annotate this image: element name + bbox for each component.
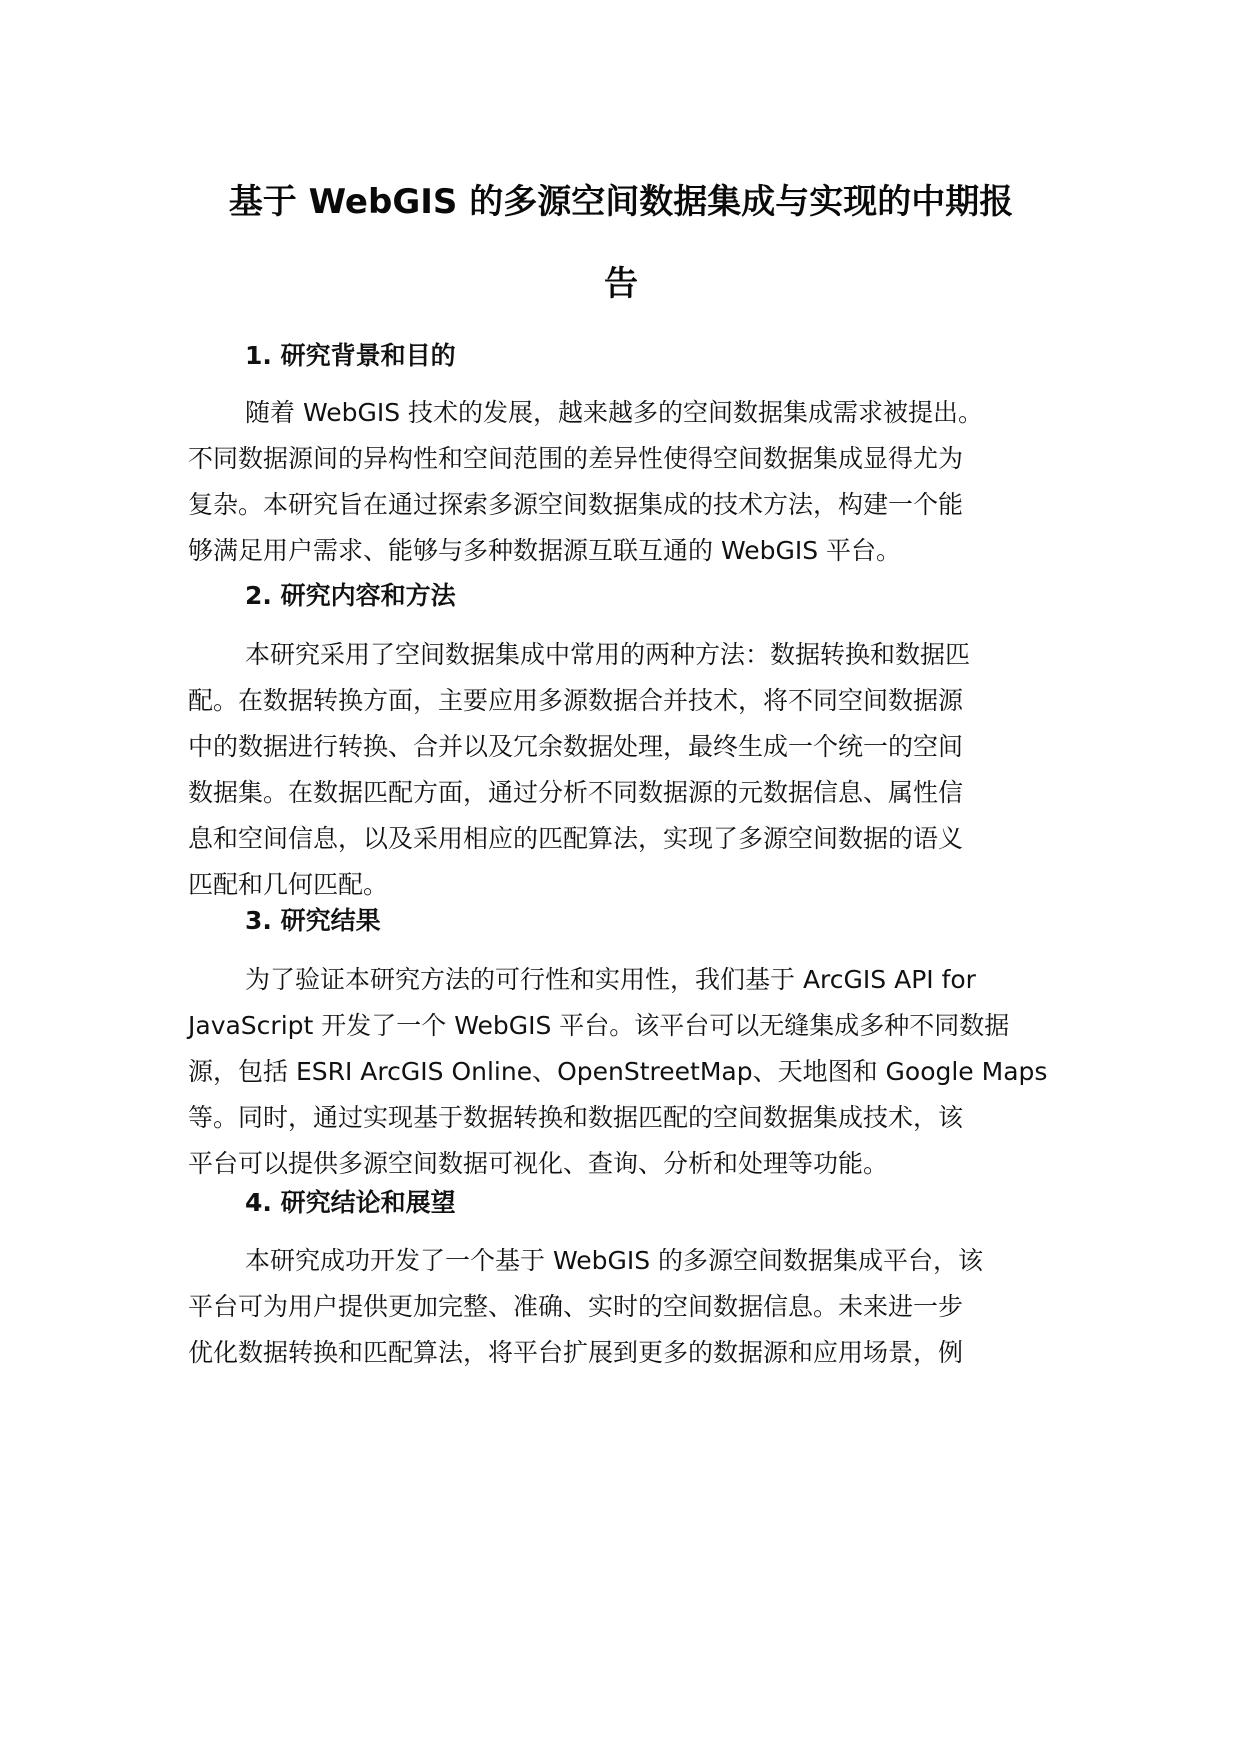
paragraph-line: 等。同时，通过实现基于数据转换和数据匹配的空间数据集成技术，该	[188, 1103, 964, 1132]
paragraph-line: 不同数据源间的异构性和空间范围的差异性使得空间数据集成显得尤为	[188, 444, 964, 473]
section-paragraph-3	[188, 957, 1068, 1187]
paragraph-line: 配。在数据转换方面，主要应用多源数据合并技术，将不同空间数据源	[188, 686, 964, 715]
paragraph-line: 平台可为用户提供更加完整、准确、实时的空间数据信息。未来进一步	[188, 1292, 964, 1321]
paragraph-line: 复杂。本研究旨在通过探索多源空间数据集成的技术方法，构建一个能	[188, 490, 964, 519]
paragraph-line: 匹配和几何匹配。	[188, 870, 389, 899]
paragraph-line: 本研究成功开发了一个基于 WebGIS 的多源空间数据集成平台，该	[245, 1246, 984, 1275]
section-heading-1: 1. 研究背景和目的	[245, 341, 456, 370]
section-heading-3: 3. 研究结果	[245, 906, 381, 935]
paragraph-line: 本研究采用了空间数据集成中常用的两种方法：数据转换和数据匹	[245, 640, 971, 669]
section-paragraph-4	[188, 1238, 1068, 1376]
paragraph-line: 优化数据转换和匹配算法，将平台扩展到更多的数据源和应用场景，例	[188, 1338, 964, 1367]
document-title-line-2: 告	[604, 264, 638, 304]
paragraph-line: 源，包括 ESRI ArcGIS Online、OpenStreetMap、天地图和 Google Maps	[188, 1057, 1048, 1086]
section-paragraph-1	[188, 390, 1068, 574]
paragraph-line: 数据集。在数据匹配方面，通过分析不同数据源的元数据信息、属性信	[188, 778, 964, 807]
section-paragraph-2	[188, 632, 1068, 908]
paragraph-line: 中的数据进行转换、合并以及冗余数据处理，最终生成一个统一的空间	[188, 732, 964, 761]
section-heading-2: 2. 研究内容和方法	[245, 581, 456, 610]
paragraph-line: 平台可以提供多源空间数据可视化、查询、分析和处理等功能。	[188, 1149, 889, 1178]
paragraph-line: 为了验证本研究方法的可行性和实用性，我们基于 ArcGIS API for	[245, 965, 976, 994]
paragraph-line: 息和空间信息，以及采用相应的匹配算法，实现了多源空间数据的语义	[188, 824, 964, 853]
paragraph-line: 随着 WebGIS 技术的发展，越来越多的空间数据集成需求被提出。	[245, 398, 984, 427]
paragraph-line: JavaScript 开发了一个 WebGIS 平台。该平台可以无缝集成多种不同数据	[188, 1011, 1010, 1040]
section-heading-4: 4. 研究结论和展望	[245, 1188, 456, 1217]
document-title-line-1: 基于 WebGIS 的多源空间数据集成与实现的中期报	[228, 182, 1014, 222]
paragraph-line: 够满足用户需求、能够与多种数据源互联互通的 WebGIS 平台。	[188, 536, 902, 565]
